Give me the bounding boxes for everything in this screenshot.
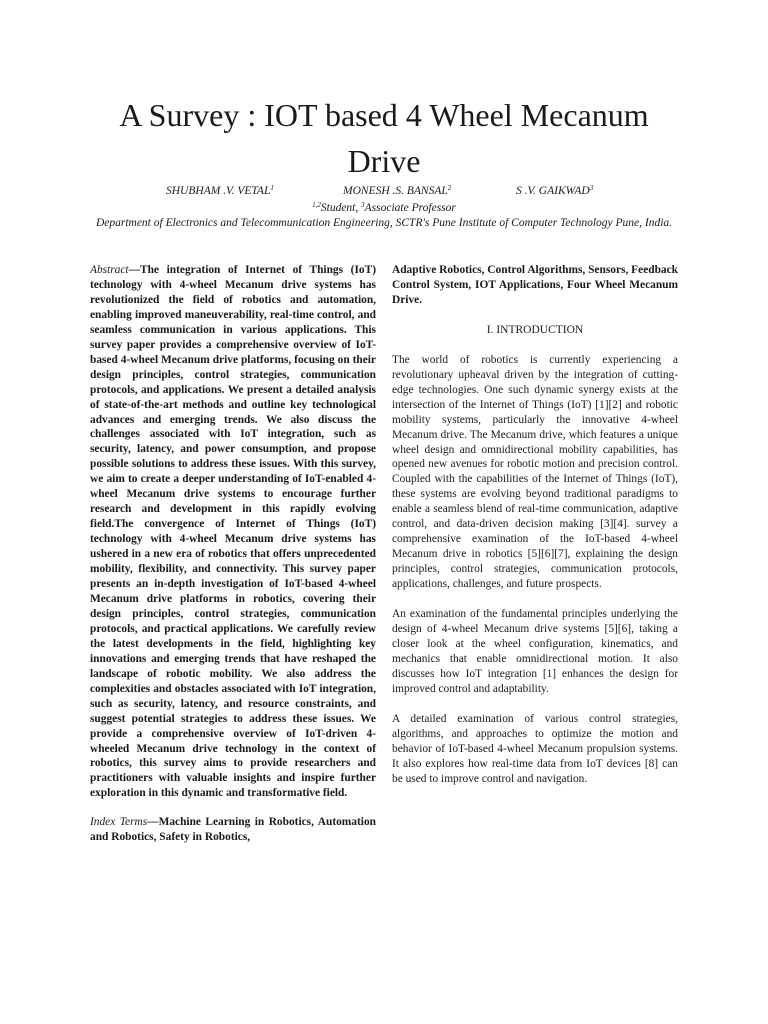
author-list (0, 184, 768, 200)
section-heading: I. INTRODUCTION (486, 323, 584, 336)
author-name: SHUBHAM .V. VETAL (166, 185, 271, 197)
index-terms-text: Machine Learning in Robotics, Automation and Robotics, Safety in Robotics, (90, 816, 376, 844)
body-paragraph: The world of robotics is currently experiencing a revolutionary upheaval driven by the integration of cutting-edge technologies. One such dynamic synergy exists at the intersection of the Internet of Things (IoT) [1][2] and robotic mobility systems, particularly the innovative 4-wheel Mecanum drive. The Mecanum drive, which features a unique wheel design and omnidirectional mobility capabilities, has opened new avenues for robotic motion and precision control. Coupled with the capabilities of the Internet of Things (IoT), these systems are evolving beyond traditional paradigms to enable a seamless blend of real-time communication, adaptive control, and data-driven decision making [3][4]. survey a comprehensive examination of the IoT-based 4-wheel Mecanum drive in robotics [5][6][7], explaining the design principles, control strategies, communication protocols, applications, challenges, and future prospects. (392, 353, 678, 591)
author-superscript: 3 (589, 184, 594, 192)
index-terms-label: Index Terms (90, 816, 148, 829)
role-text: Associate Professor (364, 202, 456, 214)
author-1 (166, 184, 274, 197)
affiliation: Department of Electronics and Telecommunication Engineering, SCTR's Pune Institute of Computer Technology Pune, India. (95, 217, 673, 229)
author-roles (0, 201, 768, 214)
abstract-label: Abstract (90, 264, 129, 276)
right-column (392, 263, 678, 802)
author-superscript: 1 (270, 184, 274, 192)
role-superscript: 1,2 (312, 201, 321, 209)
author-3 (516, 184, 593, 197)
role-superscript: 3 (361, 201, 365, 209)
paper-title: A Survey : IOT based 4 Wheel Mecanum Drive (119, 97, 649, 179)
author-2 (343, 184, 451, 197)
index-terms-continued: Adaptive Robotics, Control Algorithms, Sensors, Feedback Control System, IOT Applications, Four Wheel Mecanum Drive. (392, 264, 678, 306)
abstract: Abstract—The integration of Internet of Things (IoT) technology with 4-wheel Mecanum drive systems has revolutionized the field of robotics and automation, enabling improved maneuverability, real-time control, and seamless communication in various applications. This survey paper provides a comprehensive overview of IoT-based 4-wheel Mecanum drive platforms, focusing on their design principles, control strategies, communication protocols, and applications. We present a detailed analysis of state-of-the-art methods and outline key technological advances and emerging trends. We also discuss the challenges associated with IoT integration, such as security, latency, and power consumption, and propose possible solutions to address these issues. With this survey, we aim to create a deeper understanding of IoT-enabled 4-wheel Mecanum drive systems to encourage further research and development in this rapidly evolving field.The convergence of Internet of Things (IoT) technology with 4-wheel Mecanum drive systems has ushered in a new era of robotics that offers unprecedented mobility, flexibility, and connectivity. This survey paper presents an in-depth investigation of IoT-based 4-wheel Mecanum drive platforms in robotics, covering their design principles, control strategies, communication protocols, and practical applications. We carefully review the latest developments in the field, highlighting key innovations and emerging trends that have reshaped the landscape of robotic mobility. We also address the complexities and obstacles associated with IoT integration, such as security, latency, and resource constraints, and suggest potential strategies to address these issues. We provide a comprehensive overview of IoT-driven 4-wheeled Mecanum drive technology in the context of robotics, this survey aims to provide researchers and practitioners with valuable insights and inspire further exploration in this dynamic and transformative field. (90, 264, 376, 800)
author-name: MONESH .S. BANSAL (343, 185, 448, 197)
body-paragraph: An examination of the fundamental principles underlying the design of 4-wheel Mecanum drive systems [5][6], taking a closer look at the wheel configuration, kinematics, and mechanics that enable omnidirectional motion. It also discusses how IoT integration [1] enhances the design for improved control and adaptability. (392, 608, 678, 695)
author-superscript: 2 (447, 184, 452, 192)
index-terms: Index Terms—Machine Learning in Robotics, Automation and Robotics, Safety in Robotics, (90, 816, 376, 844)
abstract-text: The integration of Internet of Things (IoT) technology with 4-wheel Mecanum drive systems has revolutionized the field of robotics and automation, enabling improved maneuverability, real-time control, and seamless communication in various applications. This survey paper provides a comprehensive overview of IoT-based 4-wheel Mecanum drive platforms, focusing on their design principles, control strategies, communication protocols, and applications. We present a detailed analysis of state-of-the-art methods and outline key technological advances and emerging trends. We also discuss the challenges associated with IoT integration, such as security, latency, and power consumption, and propose possible solutions to address these issues. With this survey, we aim to create a deeper understanding of IoT-enabled 4-wheel Mecanum drive systems to encourage further research and development in this rapidly evolving field.The convergence of Internet of Things (IoT) technology with 4-wheel Mecanum drive systems has ushered in a new era of robotics that offers unprecedented mobility, flexibility, and connectivity. This survey paper presents an in-depth investigation of IoT-based 4-wheel Mecanum drive platforms in robotics, covering their design principles, control strategies, communication protocols, and practical applications. We carefully review the latest developments in the field, highlighting key innovations and emerging trends that have reshaped the landscape of robotic mobility. We also address the complexities and obstacles associated with IoT integration, such as security, latency, and resource constraints, and suggest potential strategies to address these issues. We provide a comprehensive overview of IoT-driven 4-wheeled Mecanum drive technology in the context of robotics, this survey aims to provide researchers and practitioners with valuable insights and inspire further exploration in this dynamic and transformative field. (90, 264, 376, 800)
role-text: Student, (320, 202, 362, 214)
author-name: S .V. GAIKWAD (516, 185, 590, 197)
left-column (90, 263, 376, 845)
body-paragraph: A detailed examination of various control strategies, algorithms, and approaches to optimize the motion and behavior of IoT-based 4-wheel Mecanum propulsion systems. It also explores how real-time data from IoT devices [8] can be used to improve control and navigation. (392, 712, 678, 785)
